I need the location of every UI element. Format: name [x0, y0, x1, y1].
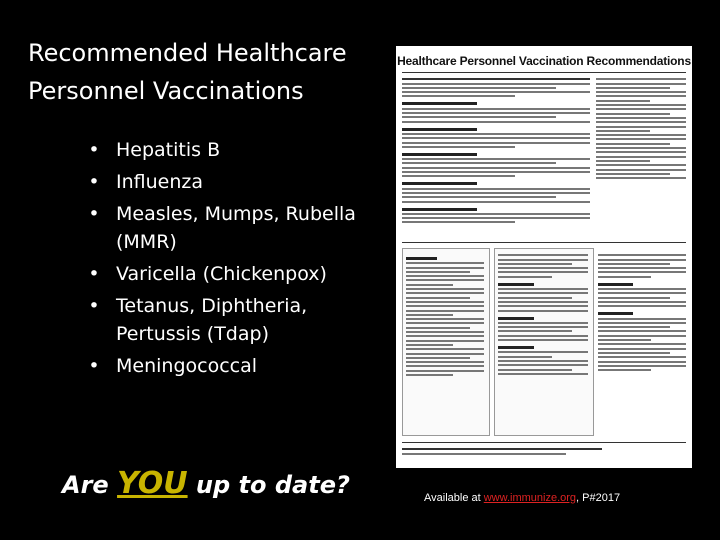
tagline	[62, 466, 350, 501]
vaccine-label: Tetanus, Diphtheria, Pertussis (Tdap)	[116, 295, 308, 345]
vaccine-list-item	[84, 260, 384, 288]
availability-note	[424, 492, 620, 504]
document-lower-col-1	[406, 252, 484, 378]
bullet-icon: •	[88, 355, 100, 377]
bullet-icon: •	[88, 263, 100, 285]
tagline-emphasis: YOU	[117, 466, 188, 501]
slide-title	[28, 34, 398, 110]
document-title: Healthcare Personnel Vaccination Recommendations	[397, 54, 691, 68]
tagline-pre: Are	[62, 471, 118, 499]
document-divider	[402, 72, 686, 73]
availability-suffix: , P#2017	[576, 492, 621, 504]
document-section-divider	[402, 242, 686, 243]
vaccine-list	[84, 136, 384, 384]
document-lower-col-3	[598, 252, 686, 373]
bullet-icon: •	[88, 203, 100, 225]
vaccine-list-item	[84, 200, 384, 256]
document-thumbnail	[396, 46, 692, 468]
document-lower-col-2	[498, 252, 588, 377]
vaccine-label: Measles, Mumps, Rubella (MMR)	[116, 203, 356, 253]
vaccine-list-item	[84, 136, 384, 164]
vaccine-list-item	[84, 168, 384, 196]
vaccine-label: Hepatitis B	[116, 139, 221, 161]
tagline-post: up to date?	[187, 471, 350, 499]
vaccine-label: Varicella (Chickenpox)	[116, 263, 327, 285]
vaccine-label: Influenza	[116, 171, 204, 193]
slide-title-line-1: Recommended Healthcare	[28, 39, 347, 67]
immunize-link[interactable]: www.immunize.org	[483, 492, 577, 504]
document-upper-left-text	[402, 76, 590, 226]
bullet-icon: •	[88, 139, 100, 161]
vaccine-list-item	[84, 292, 384, 348]
vaccine-label: Meningococcal	[116, 355, 258, 377]
availability-prefix: Available at	[424, 492, 484, 504]
document-upper-right-text	[596, 76, 686, 181]
bullet-icon: •	[88, 171, 100, 193]
document-footer-text	[402, 446, 602, 457]
document-footer-divider	[402, 442, 686, 443]
bullet-icon: •	[88, 295, 100, 317]
slide-title-line-2: Personnel Vaccinations	[28, 77, 304, 105]
vaccine-list-item	[84, 352, 384, 380]
